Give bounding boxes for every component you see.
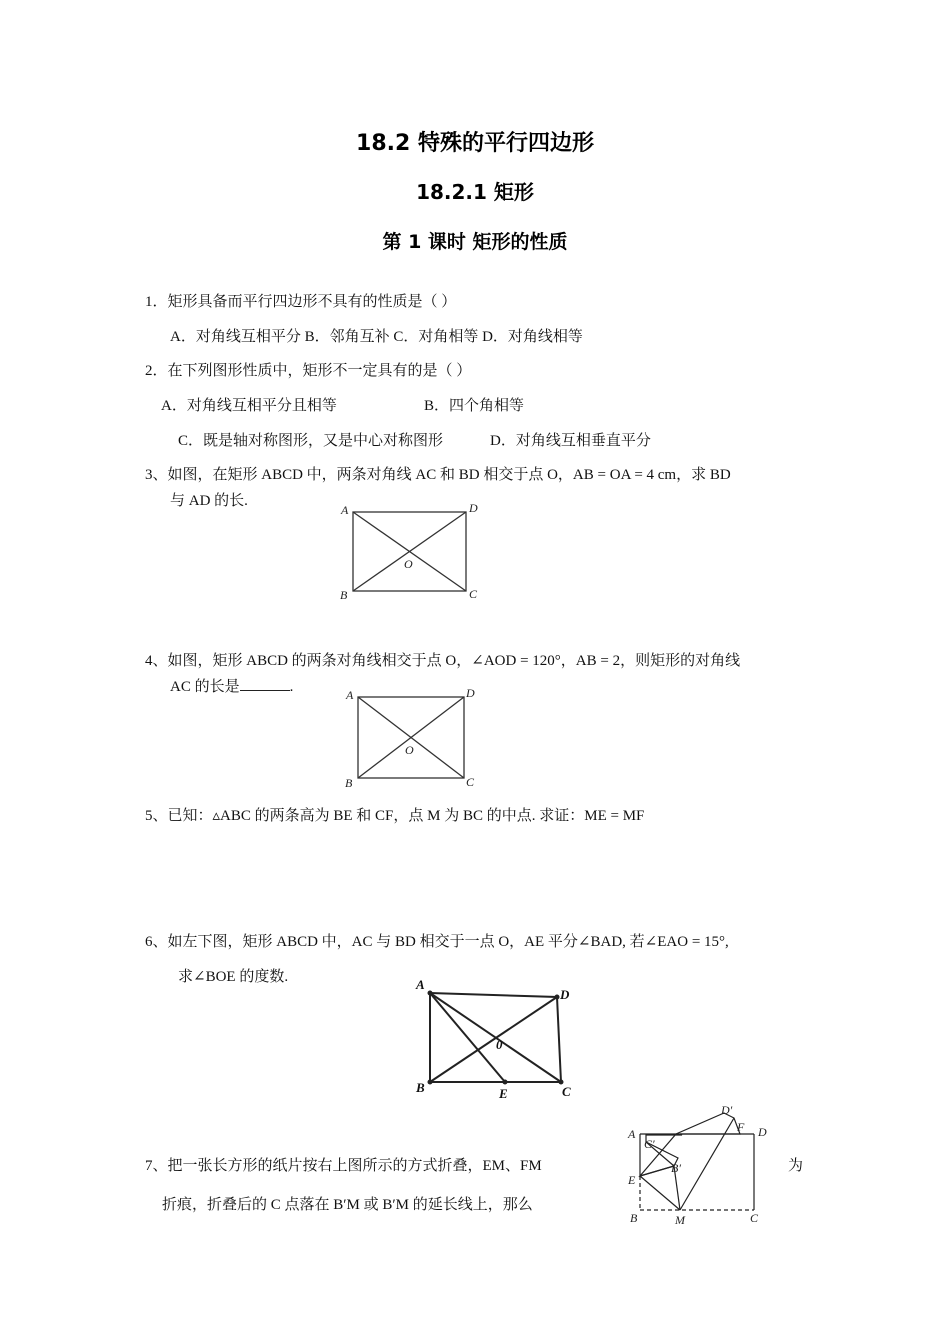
question-7-stem-line2: 折痕，折叠后的 C 点落在 B′M 或 B′M 的延长线上，那么 bbox=[162, 1197, 533, 1213]
figure-q6-label-d: D bbox=[560, 987, 570, 1002]
figure-q7-label-c-prime: C′ bbox=[644, 1137, 655, 1151]
subsection-title: 18.2.1 矩形 bbox=[416, 180, 534, 204]
figure-q3-label-a: A bbox=[341, 503, 349, 517]
question-2-stem: 2．在下列图形性质中，矩形不一定具有的是（ ） bbox=[145, 363, 472, 379]
figure-q3-rectangle bbox=[330, 498, 490, 606]
question-1-options: A．对角线互相平分 B．邻角互补 C．对角相等 D．对角线相等 bbox=[170, 329, 583, 345]
figure-q7-label-c: C bbox=[750, 1211, 759, 1225]
question-7-stem-line1-end: 为 bbox=[788, 1158, 804, 1174]
question-1-stem: 1．矩形具备而平行四边形不具有的性质是（ ） bbox=[145, 294, 457, 310]
answer-blank[interactable] bbox=[240, 676, 290, 691]
question-4-stem-line1: 4、如图，矩形 ABCD 的两条对角线相交于点 O，∠AOD = 120°，AB = 2，则矩形的对角线 bbox=[145, 653, 741, 669]
figure-q4-label-o: O bbox=[405, 743, 414, 757]
figure-q3-label-b: B bbox=[340, 588, 348, 602]
figure-q7-label-d: D bbox=[758, 1125, 767, 1139]
figure-q6-label-c: C bbox=[562, 1084, 571, 1099]
figure-q7-label-d-prime: D′ bbox=[721, 1103, 733, 1117]
figure-q6-rectangle bbox=[410, 975, 590, 1105]
section-title: 18.2 特殊的平行四边形 bbox=[356, 131, 594, 156]
question-6-stem-line1: 6、如左下图，矩形 ABCD 中，AC 与 BD 相交于一点 O，AE 平分∠BAD, 若∠EAO = 15°, bbox=[145, 934, 729, 950]
figure-q3-label-c: C bbox=[469, 587, 478, 601]
question-2-option-d: D．对角线互相垂直平分 bbox=[490, 433, 651, 449]
figure-q4-label-b: B bbox=[345, 776, 353, 790]
question-5-stem: 5、已知：▵ABC 的两条高为 BE 和 CF，点 M 为 BC 的中点. 求证：ME = MF bbox=[145, 808, 645, 824]
question-2-option-c: C．既是轴对称图形，又是中心对称图形 bbox=[178, 433, 444, 449]
question-2-option-b: B．四个角相等 bbox=[424, 398, 525, 414]
figure-q3-label-o: O bbox=[404, 557, 413, 571]
figure-q4-label-d: D bbox=[466, 686, 475, 700]
lesson-title: 第 1 课时 矩形的性质 bbox=[382, 231, 568, 253]
question-2-option-a: A．对角线互相平分且相等 bbox=[161, 398, 337, 414]
figure-q4-label-a: A bbox=[346, 688, 354, 702]
question-3-stem-line1: 3、如图，在矩形 ABCD 中，两条对角线 AC 和 BD 相交于点 O，AB = OA = 4 cm，求 BD bbox=[145, 467, 731, 483]
figure-q6-label-e: E bbox=[499, 1086, 508, 1101]
figure-q7-label-m: M bbox=[675, 1213, 685, 1227]
figure-q7-label-e: E bbox=[628, 1173, 636, 1187]
figure-q7-label-b-prime: B′ bbox=[671, 1161, 681, 1175]
figure-q6-label-o: 0 bbox=[496, 1037, 503, 1052]
figure-q7-label-a: A bbox=[628, 1127, 636, 1141]
figure-q4-rectangle bbox=[335, 684, 485, 792]
question-7-stem-line1: 7、把一张长方形的纸片按右上图所示的方式折叠，EM、FM bbox=[145, 1158, 542, 1174]
question-4-stem-text: AC 的长是 bbox=[170, 679, 240, 695]
question-4-stem-line2 bbox=[170, 676, 293, 697]
question-4-stem-end: . bbox=[289, 679, 294, 695]
figure-q4-label-c: C bbox=[466, 775, 475, 789]
figure-q6-label-b: B bbox=[416, 1080, 425, 1095]
figure-q7-label-f: F bbox=[737, 1120, 745, 1134]
question-3-stem-line2: 与 AD 的长. bbox=[170, 493, 248, 509]
figure-q7-label-b: B bbox=[630, 1211, 638, 1225]
figure-q7-folding bbox=[620, 1100, 780, 1230]
question-6-stem-line2: 求∠BOE 的度数. bbox=[178, 969, 289, 985]
figure-q3-label-d: D bbox=[469, 501, 478, 515]
figure-q6-label-a: A bbox=[416, 977, 425, 992]
